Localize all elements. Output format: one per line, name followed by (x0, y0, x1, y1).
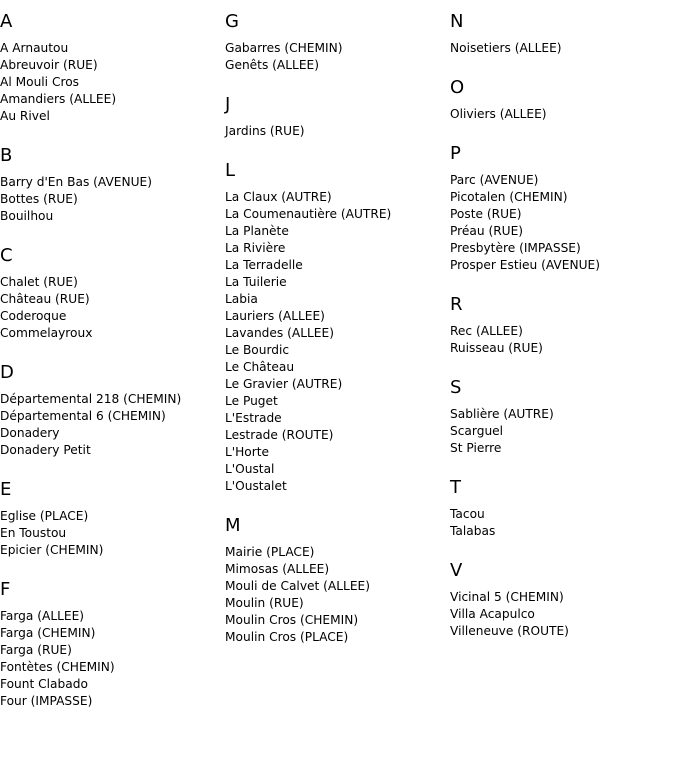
street-link[interactable]: Poste (RUE) (450, 207, 522, 221)
letter-section (450, 10, 670, 57)
street-link[interactable]: Farga (RUE) (0, 643, 72, 657)
letter-section (450, 293, 670, 357)
letter-section (450, 476, 670, 540)
street-list (225, 189, 445, 495)
street-link[interactable]: Talabas (450, 524, 496, 538)
street-link[interactable]: Parc (AVENUE) (450, 173, 539, 187)
street-link[interactable]: Château (RUE) (0, 292, 90, 306)
street-list (225, 123, 445, 140)
street-link[interactable]: Four (IMPASSE) (0, 694, 93, 708)
street-link[interactable]: Vicinal 5 (CHEMIN) (450, 590, 564, 604)
section-letter-heading: S (450, 377, 462, 398)
street-link[interactable]: Genêts (ALLEE) (225, 58, 319, 72)
street-link[interactable]: Abreuvoir (RUE) (0, 58, 98, 72)
street-link[interactable]: Le Puget (225, 394, 278, 408)
street-link[interactable]: Farga (ALLEE) (0, 609, 85, 623)
section-letter-heading: D (0, 362, 14, 383)
street-list (0, 274, 220, 342)
street-link[interactable]: Al Mouli Cros (0, 75, 79, 89)
street-link[interactable]: Sablière (AUTRE) (450, 407, 554, 421)
section-letter-heading: V (450, 560, 463, 581)
street-link[interactable]: Fount Clabado (0, 677, 88, 691)
street-link[interactable]: L'Oustalet (225, 479, 287, 493)
street-link[interactable]: Chalet (RUE) (0, 275, 78, 289)
street-link[interactable]: Barry d'En Bas (AVENUE) (0, 175, 153, 189)
street-link[interactable]: Moulin (RUE) (225, 596, 304, 610)
street-link[interactable]: Départemental 218 (CHEMIN) (0, 392, 182, 406)
street-link[interactable]: St Pierre (450, 441, 502, 455)
street-list (0, 391, 220, 459)
street-list (0, 608, 220, 710)
street-link[interactable]: L'Oustal (225, 462, 275, 476)
street-link[interactable]: Mimosas (ALLEE) (225, 562, 330, 576)
street-link[interactable]: Villa Acapulco (450, 607, 535, 621)
street-list (450, 406, 670, 457)
section-letter-heading: E (0, 479, 12, 500)
street-link[interactable]: Bouilhou (0, 209, 54, 223)
street-link[interactable]: Picotalen (CHEMIN) (450, 190, 568, 204)
letter-section (450, 559, 670, 640)
street-link[interactable]: En Toustou (0, 526, 67, 540)
street-link[interactable]: Ruisseau (RUE) (450, 341, 543, 355)
section-letter-heading: F (0, 579, 11, 600)
street-link[interactable]: Presbytère (IMPASSE) (450, 241, 581, 255)
letter-section (450, 376, 670, 457)
street-link[interactable]: Le Château (225, 360, 295, 374)
street-link[interactable]: Le Gravier (AUTRE) (225, 377, 343, 391)
letter-section (0, 578, 220, 710)
street-link[interactable]: Farga (CHEMIN) (0, 626, 96, 640)
street-list (0, 174, 220, 225)
letter-section (225, 159, 445, 495)
section-letter-heading: R (450, 294, 463, 315)
street-link[interactable]: Bottes (RUE) (0, 192, 78, 206)
street-link[interactable]: Villeneuve (ROUTE) (450, 624, 569, 638)
section-letter-heading: M (225, 515, 241, 536)
street-link[interactable]: Donadery (0, 426, 60, 440)
section-letter-heading: B (0, 145, 13, 166)
street-link[interactable]: La Planète (225, 224, 289, 238)
street-list (450, 40, 670, 57)
letter-section (450, 142, 670, 274)
street-link[interactable]: Labia (225, 292, 258, 306)
street-link[interactable]: La Tuilerie (225, 275, 287, 289)
section-letter-heading: G (225, 11, 239, 32)
street-link[interactable]: Rec (ALLEE) (450, 324, 523, 338)
street-link[interactable]: Amandiers (ALLEE) (0, 92, 117, 106)
street-column-1 (0, 10, 220, 729)
street-list (450, 589, 670, 640)
letter-section (225, 10, 445, 74)
section-letter-heading: C (0, 245, 13, 266)
letter-section (0, 478, 220, 559)
street-link[interactable]: La Rivière (225, 241, 286, 255)
section-letter-heading: L (225, 160, 236, 181)
street-link[interactable]: Au Rivel (0, 109, 50, 123)
street-link[interactable]: La Coumenautière (AUTRE) (225, 207, 392, 221)
section-letter-heading: O (450, 77, 465, 98)
section-letter-heading: P (450, 143, 461, 164)
section-letter-heading: A (0, 11, 13, 32)
street-list (0, 508, 220, 559)
street-link[interactable]: Moulin Cros (CHEMIN) (225, 613, 359, 627)
street-link[interactable]: Oliviers (ALLEE) (450, 107, 547, 121)
street-link[interactable]: Gabarres (CHEMIN) (225, 41, 343, 55)
street-link[interactable]: Donadery Petit (0, 443, 91, 457)
street-link[interactable]: A Arnautou (0, 41, 69, 55)
street-link[interactable]: L'Horte (225, 445, 270, 459)
street-link[interactable]: Le Bourdic (225, 343, 290, 357)
street-list (0, 40, 220, 125)
street-list (450, 106, 670, 123)
street-link[interactable]: Lauriers (ALLEE) (225, 309, 325, 323)
street-link[interactable]: Jardins (RUE) (225, 124, 305, 138)
letter-section (0, 144, 220, 225)
street-link[interactable]: Lestrade (ROUTE) (225, 428, 334, 442)
street-list (225, 40, 445, 74)
street-link[interactable]: Prosper Estieu (AVENUE) (450, 258, 600, 272)
street-link[interactable]: Mouli de Calvet (ALLEE) (225, 579, 371, 593)
street-column-2 (225, 10, 445, 665)
section-letter-heading: N (450, 11, 464, 32)
letter-section (0, 361, 220, 459)
street-link[interactable]: Moulin Cros (PLACE) (225, 630, 349, 644)
letter-section (0, 244, 220, 342)
street-link[interactable]: Tacou (450, 507, 485, 521)
street-link[interactable]: Fontètes (CHEMIN) (0, 660, 115, 674)
street-link[interactable]: Mairie (PLACE) (225, 545, 315, 559)
street-link[interactable]: Préau (RUE) (450, 224, 524, 238)
street-link[interactable]: Epicier (CHEMIN) (0, 543, 104, 557)
street-link[interactable]: Départemental 6 (CHEMIN) (0, 409, 166, 423)
letter-section (450, 76, 670, 123)
letter-section (0, 10, 220, 125)
street-list (225, 544, 445, 646)
street-link[interactable]: Lavandes (ALLEE) (225, 326, 334, 340)
street-column-3 (450, 10, 670, 659)
street-link[interactable]: La Terradelle (225, 258, 303, 272)
street-link[interactable]: Commelayroux (0, 326, 93, 340)
street-link[interactable]: Noisetiers (ALLEE) (450, 41, 562, 55)
street-link[interactable]: Eglise (PLACE) (0, 509, 89, 523)
street-link[interactable]: Coderoque (0, 309, 67, 323)
street-link[interactable]: La Claux (AUTRE) (225, 190, 332, 204)
street-link[interactable]: Scarguel (450, 424, 504, 438)
street-list (450, 506, 670, 540)
letter-section (225, 514, 445, 646)
street-list (450, 172, 670, 274)
street-link[interactable]: L'Estrade (225, 411, 282, 425)
street-list (450, 323, 670, 357)
letter-section (225, 93, 445, 140)
section-letter-heading: T (450, 477, 461, 498)
section-letter-heading: J (225, 94, 231, 115)
